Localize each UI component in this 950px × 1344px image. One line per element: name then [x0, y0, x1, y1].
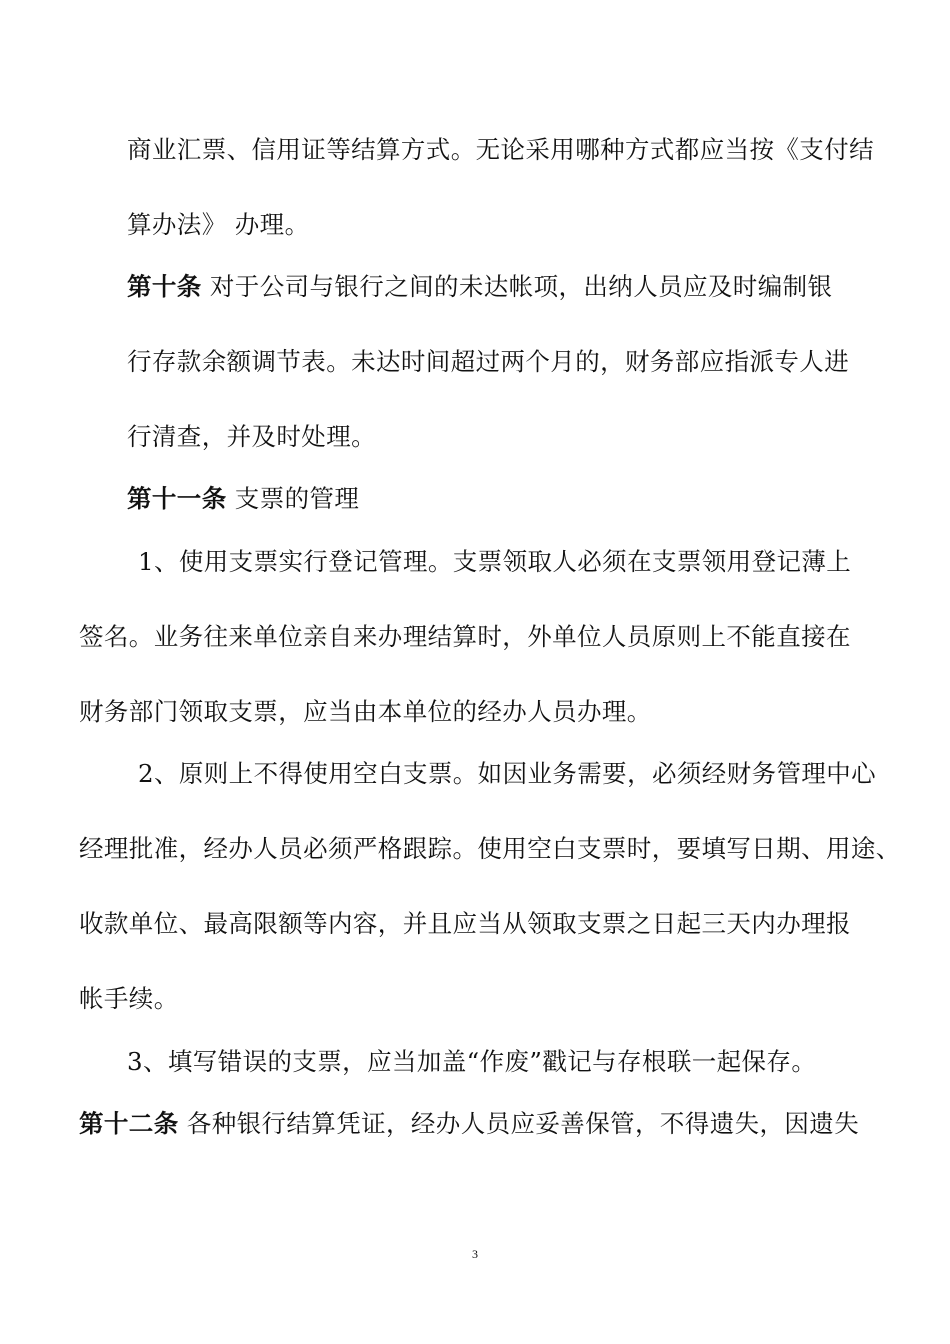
page-number: 3: [472, 1247, 478, 1261]
article-text: 对于公司与银行之间的未达帐项，出纳人员应及时编制银: [201, 272, 833, 301]
article-line: [127, 270, 832, 304]
article-text: 支票的管理: [226, 484, 360, 513]
body-line: 行存款余额调节表。未达时间超过两个月的，财务部应指派专人进: [127, 347, 850, 376]
body-line: 商业汇票、信用证等结算方式。无论采用哪种方式都应当按《支付结: [127, 135, 874, 164]
body-line: 经理批准，经办人员必须严格跟踪。使用空白支票时，要填写日期、用途、: [79, 834, 901, 863]
body-line: 帐手续。: [79, 984, 179, 1013]
body-line: 财务部门领取支票，应当由本单位的经办人员办理。: [79, 697, 652, 726]
body-line: 1、使用支票实行登记管理。支票领取人必须在支票领用登记薄上: [138, 547, 852, 576]
article-heading: 第十二条: [79, 1109, 179, 1138]
body-line: 收款单位、最高限额等内容，并且应当从领取支票之日起三天内办理报: [79, 909, 851, 938]
article-line: [127, 482, 359, 516]
article-line: [79, 1107, 859, 1141]
article-heading: 第十一条: [127, 484, 227, 513]
body-line: 签名。业务往来单位亲自来办理结算时，外单位人员原则上不能直接在: [79, 622, 851, 651]
body-line: 2、原则上不得使用空白支票。如因业务需要，必须经财务管理中心: [138, 759, 877, 788]
body-line: 行清查，并及时处理。: [127, 422, 376, 451]
article-text: 各种银行结算凭证，经办人员应妥善保管，不得遗失，因遗失: [178, 1109, 860, 1138]
body-line: 算办法》 办理。: [127, 210, 310, 239]
body-line: 3、填写错误的支票，应当加盖“作废”戳记与存根联一起保存。: [127, 1047, 817, 1076]
article-heading: 第十条: [127, 272, 202, 301]
